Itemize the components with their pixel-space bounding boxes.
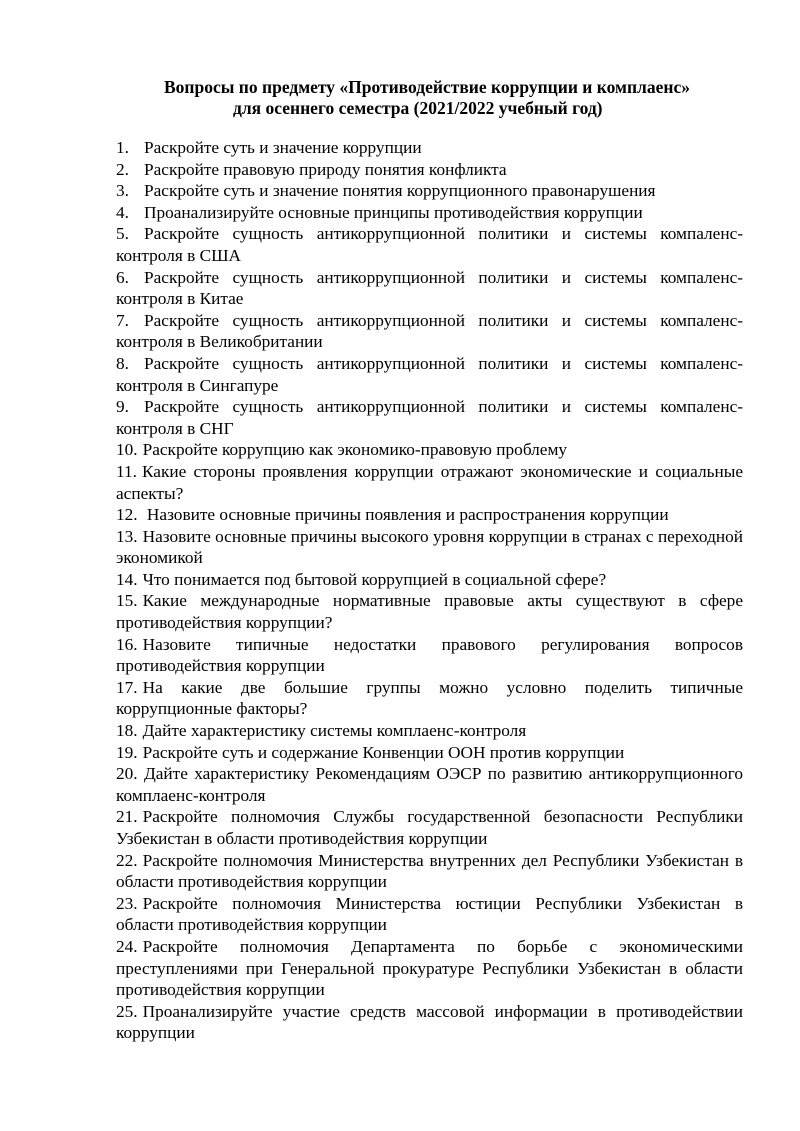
- question-number: 8.: [116, 353, 129, 373]
- question-text: Раскройте суть и значение понятия коррупционного правонарушения: [144, 181, 656, 201]
- question-number: 11.: [116, 461, 137, 481]
- question-item: [116, 634, 743, 677]
- title-line-2: для осеннего семестра (2021/2022 учебный год): [233, 98, 603, 118]
- question-item: [116, 159, 743, 181]
- document-page: [116, 77, 743, 1044]
- question-text: Назовите типичные недостатки правового регулирования вопросов противодействия коррупции: [116, 634, 743, 676]
- question-item: [116, 569, 743, 591]
- question-text: Раскройте полномочия Департамента по борьбе с экономическими преступлениями при Генеральной прокуратуре Республики Узбекистан в области противодействия коррупции: [116, 936, 743, 1000]
- question-number: 18.: [116, 721, 138, 741]
- document-title: [116, 77, 743, 119]
- question-number: 7.: [116, 310, 129, 330]
- question-text: Раскройте правовую природу понятия конфликта: [144, 159, 507, 179]
- question-text: Какие международные нормативные правовые акты существуют в сфере противодействия коррупции?: [116, 591, 743, 633]
- question-item: [116, 310, 743, 353]
- question-text: Раскройте полномочия Министерства внутренних дел Республики Узбекистан в области противодействия коррупции: [116, 850, 743, 892]
- question-number: 19.: [116, 742, 138, 762]
- question-item: [116, 137, 743, 159]
- question-item: [116, 461, 743, 504]
- question-text: Проанализируйте участие средств массовой информации в противодействии коррупции: [116, 1001, 743, 1043]
- question-text: Раскройте сущность антикоррупционной политики и системы компаленс-контроля в США: [116, 224, 743, 265]
- question-item: [116, 267, 743, 310]
- questions-list: [116, 137, 743, 1044]
- question-number: 22.: [116, 850, 138, 870]
- question-text: Раскройте полномочия Службы государственной безопасности Республики Узбекистан в области противодействия коррупции: [116, 807, 743, 848]
- question-text: Что понимается под бытовой коррупцией в социальной сфере?: [142, 569, 607, 589]
- question-number: 15.: [116, 591, 138, 611]
- question-text: Какие стороны проявления коррупции отражают экономические и социальные аспекты?: [116, 461, 743, 503]
- question-number: 6.: [116, 267, 129, 287]
- question-number: 5.: [116, 224, 129, 244]
- question-number: 17.: [116, 677, 138, 697]
- question-item: [116, 893, 743, 936]
- question-text: Назовите основные причины высокого уровня коррупции в странах с переходной экономикой: [116, 526, 743, 568]
- question-number: 10.: [116, 440, 138, 460]
- question-text: Раскройте коррупцию как экономико-правовую проблему: [142, 440, 568, 460]
- question-text: Раскройте суть и значение коррупции: [144, 138, 422, 157]
- question-item: [116, 763, 743, 806]
- question-number: 21.: [116, 807, 138, 827]
- question-number: 20.: [116, 764, 138, 784]
- question-item: [116, 936, 743, 1001]
- question-number: 23.: [116, 893, 138, 913]
- question-number: 25.: [116, 1001, 138, 1021]
- question-text: Проанализируйте основные принципы противодействия коррупции: [144, 202, 643, 222]
- question-item: [116, 439, 743, 461]
- question-item: [116, 590, 743, 633]
- question-item: [116, 850, 743, 893]
- question-number: 16.: [116, 634, 138, 654]
- question-text: Раскройте полномочия Министерства юстиции Республики Узбекистан в области противодействия коррупции: [116, 893, 743, 935]
- question-item: [116, 677, 743, 720]
- question-text: Раскройте суть и содержание Конвенции ООН против коррупции: [142, 742, 625, 762]
- question-number: 13.: [116, 526, 138, 546]
- question-text: Назовите основные причины появления и распространения коррупции: [142, 505, 669, 525]
- question-number: 1.: [116, 138, 129, 157]
- question-text: Раскройте сущность антикоррупционной политики и системы компаленс-контроля в Китае: [116, 267, 743, 309]
- question-text: Раскройте сущность антикоррупционной политики и системы компаленс-контроля в Великобритании: [116, 310, 743, 352]
- question-text: Раскройте сущность антикоррупционной политики и системы компаленс-контроля в СНГ: [116, 397, 743, 438]
- question-number: 14.: [116, 569, 138, 589]
- question-item: [116, 504, 743, 526]
- question-item: [116, 806, 743, 849]
- question-item: [116, 742, 743, 764]
- question-text: Раскройте сущность антикоррупционной политики и системы компаленс-контроля в Сингапуре: [116, 353, 743, 395]
- question-number: 24.: [116, 936, 138, 956]
- question-number: 3.: [116, 181, 129, 201]
- question-item: [116, 180, 743, 202]
- question-number: 4.: [116, 202, 129, 222]
- question-item: [116, 720, 743, 742]
- question-item: [116, 396, 743, 439]
- question-item: [116, 526, 743, 569]
- question-item: [116, 223, 743, 266]
- question-number: 9.: [116, 397, 129, 417]
- title-line-1: Вопросы по предмету «Противодействие коррупции и комплаенс»: [164, 77, 690, 97]
- question-item: [116, 1001, 743, 1044]
- question-text: На какие две большие группы можно условно поделить типичные коррупционные факторы?: [116, 677, 743, 719]
- question-item: [116, 353, 743, 396]
- question-number: 2.: [116, 159, 129, 179]
- question-text: Дайте характеристику Рекомендациям ОЭСР по развитию антикоррупционного комплаенс-контроля: [116, 764, 743, 805]
- question-item: [116, 202, 743, 224]
- question-text: Дайте характеристику системы комплаенс-контроля: [142, 721, 527, 741]
- question-number: 12.: [116, 505, 138, 525]
